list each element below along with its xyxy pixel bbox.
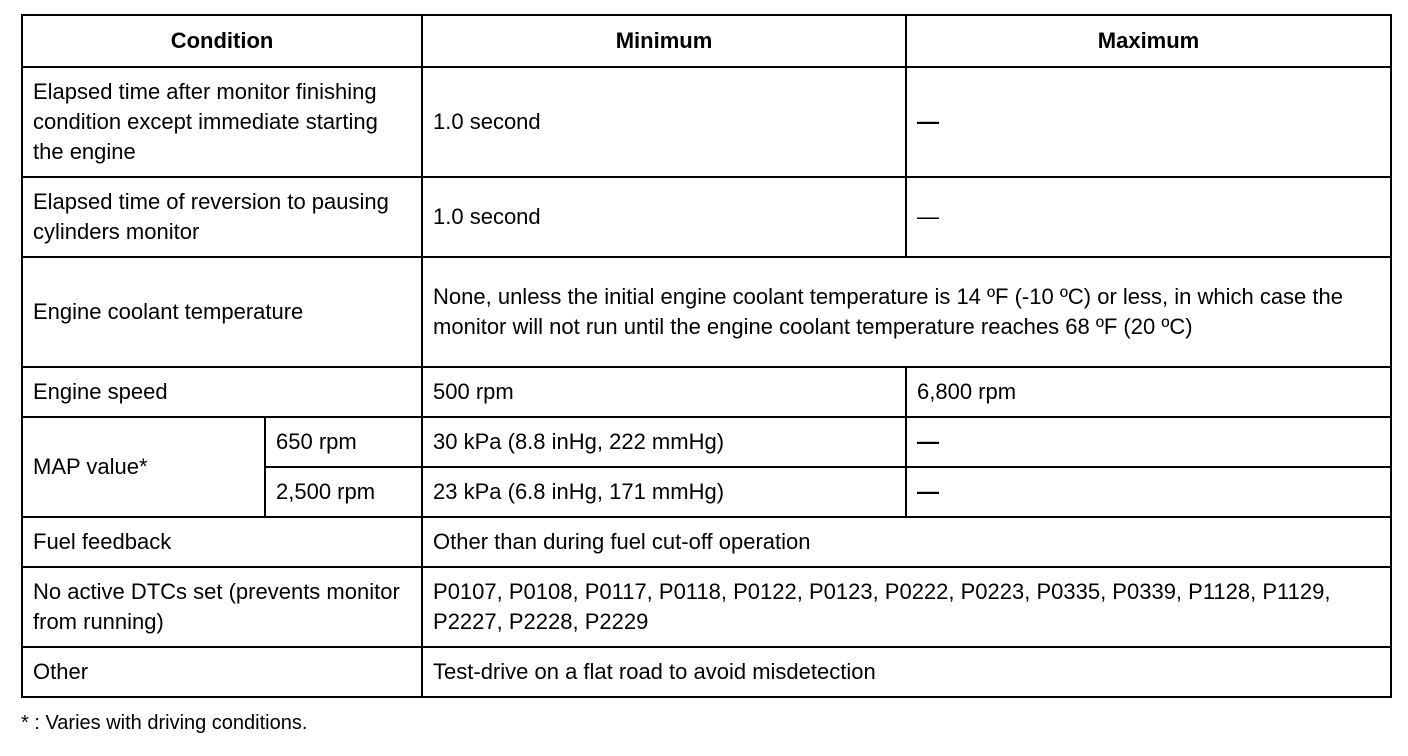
- row-condition: Engine speed: [22, 367, 422, 417]
- table-row: [22, 517, 1391, 567]
- table-row: [22, 367, 1391, 417]
- header-maximum: Maximum: [906, 15, 1391, 67]
- table-row: [22, 647, 1391, 697]
- row-minimum: 1.0 second: [422, 67, 906, 177]
- row-condition: Other: [22, 647, 422, 697]
- table-header-row: [22, 15, 1391, 67]
- header-minimum: Minimum: [422, 15, 906, 67]
- row-condition: Engine coolant temperature: [22, 257, 422, 367]
- row-subcondition: 2,500 rpm: [265, 467, 422, 517]
- table-row: [22, 417, 1391, 467]
- conditions-table: [21, 14, 1392, 698]
- table-row: [22, 67, 1391, 177]
- row-condition: Elapsed time after monitor finishing condition except immediate starting the engine: [22, 67, 422, 177]
- row-subcondition: 650 rpm: [265, 417, 422, 467]
- row-minimum: 23 kPa (6.8 inHg, 171 mmHg): [422, 467, 906, 517]
- table-row: [22, 567, 1391, 647]
- row-condition: Elapsed time of reversion to pausing cylinders monitor: [22, 177, 422, 257]
- row-minimum: 1.0 second: [422, 177, 906, 257]
- row-condition: No active DTCs set (prevents monitor from running): [22, 567, 422, 647]
- row-maximum: —: [906, 417, 1391, 467]
- row-value: P0107, P0108, P0117, P0118, P0122, P0123, P0222, P0223, P0335, P0339, P1128, P1129, P2227, P2228, P2229: [422, 567, 1391, 647]
- row-maximum: —: [906, 467, 1391, 517]
- row-maximum: —: [906, 67, 1391, 177]
- row-value: Test-drive on a flat road to avoid misdetection: [422, 647, 1391, 697]
- row-condition: MAP value*: [22, 417, 265, 517]
- row-condition: Fuel feedback: [22, 517, 422, 567]
- header-condition: Condition: [22, 15, 422, 67]
- row-maximum: 6,800 rpm: [906, 367, 1391, 417]
- row-minimum: 30 kPa (8.8 inHg, 222 mmHg): [422, 417, 906, 467]
- table-row: [22, 257, 1391, 367]
- table-row: [22, 177, 1391, 257]
- row-value: Other than during fuel cut-off operation: [422, 517, 1391, 567]
- row-minimum: 500 rpm: [422, 367, 906, 417]
- footnote: * : Varies with driving conditions.: [21, 712, 308, 734]
- row-maximum: —: [906, 177, 1391, 257]
- row-value: None, unless the initial engine coolant temperature is 14 ºF (-10 ºC) or less, in which case the monitor will not run until the engine coolant temperature reaches 68 ºF (20 ºC): [422, 257, 1391, 367]
